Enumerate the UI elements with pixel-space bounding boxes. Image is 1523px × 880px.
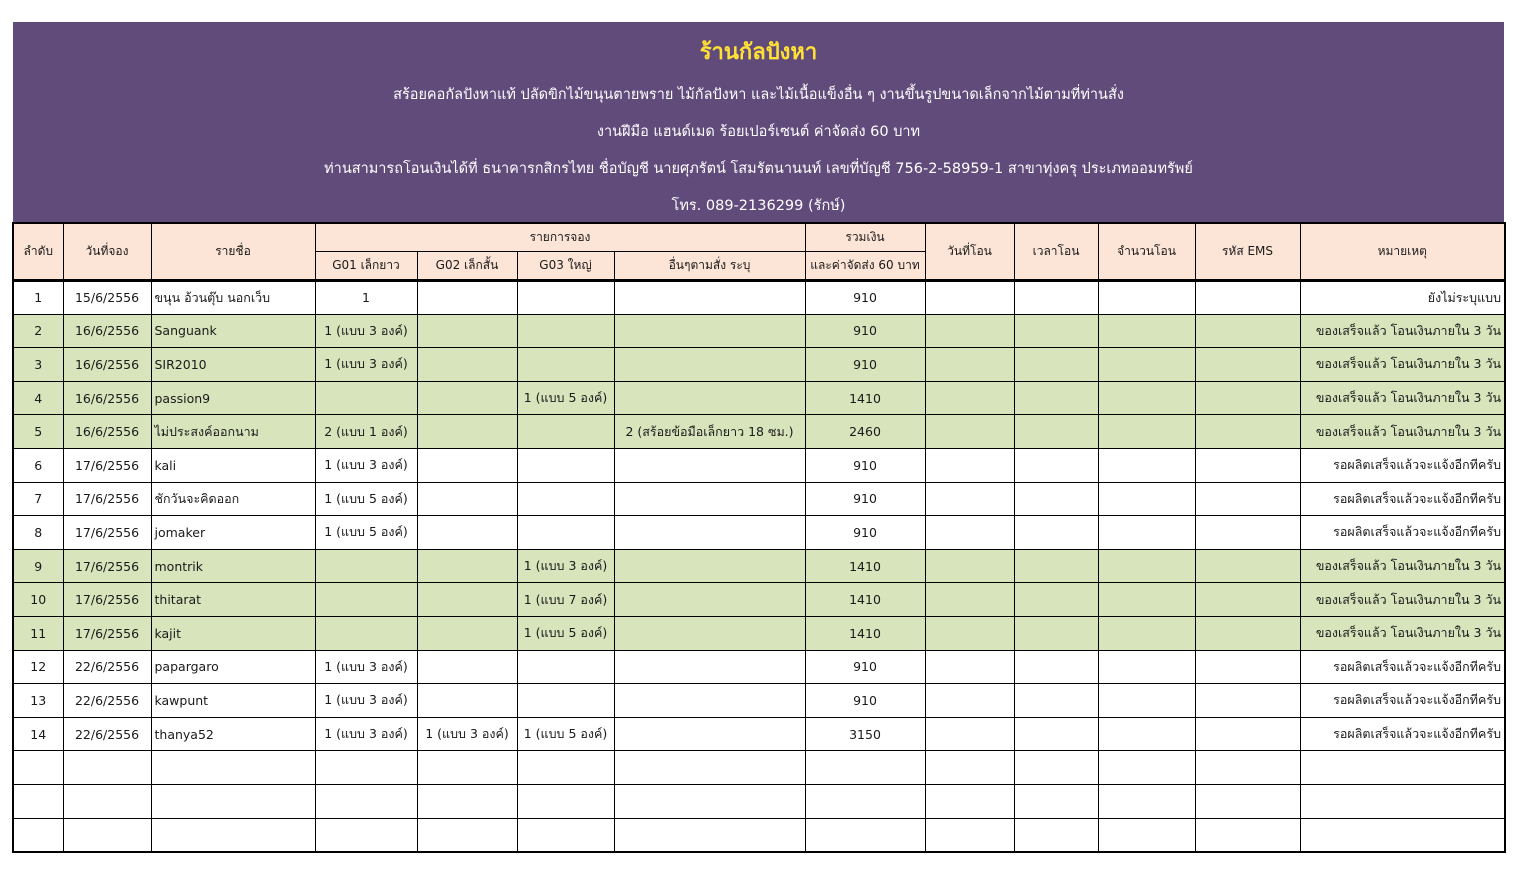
cell-no: 8 bbox=[13, 516, 63, 550]
cell-date: 22/6/2556 bbox=[63, 717, 151, 751]
cell-note: ของเสร็จแล้ว โอนเงินภายใน 3 วัน bbox=[1300, 314, 1505, 348]
cell-no: 1 bbox=[13, 281, 63, 315]
cell-transfer-time bbox=[1014, 415, 1098, 449]
cell-g03 bbox=[517, 281, 614, 315]
cell-note: ของเสร็จแล้ว โอนเงินภายใน 3 วัน bbox=[1300, 381, 1505, 415]
cell-g01: 1 bbox=[315, 281, 417, 315]
cell-transfer-time bbox=[1014, 482, 1098, 516]
cell-ems bbox=[1195, 314, 1300, 348]
cell-no: 7 bbox=[13, 482, 63, 516]
cell-transfer-time bbox=[1014, 717, 1098, 751]
cell-g02 bbox=[417, 684, 517, 718]
cell-g03 bbox=[517, 650, 614, 684]
cell-g02: 1 (แบบ 3 องค์) bbox=[417, 717, 517, 751]
cell-no: 3 bbox=[13, 348, 63, 382]
cell-g01 bbox=[315, 616, 417, 650]
cell-other bbox=[614, 650, 805, 684]
cell-g01: 1 (แบบ 3 องค์) bbox=[315, 684, 417, 718]
cell-g03 bbox=[517, 314, 614, 348]
cell-amount bbox=[1098, 583, 1195, 617]
table-row bbox=[13, 348, 1505, 382]
cell-note: รอผลิตเสร็จแล้วจะแจ้งอีกทีครับ bbox=[1300, 717, 1505, 751]
cell-g02 bbox=[417, 583, 517, 617]
cell-ems bbox=[1195, 281, 1300, 315]
cell-total: 910 bbox=[805, 348, 925, 382]
cell-transfer-date bbox=[925, 381, 1014, 415]
cell-g03: 1 (แบบ 7 องค์) bbox=[517, 583, 614, 617]
cell-no: 5 bbox=[13, 415, 63, 449]
cell-note: ยังไม่ระบุแบบ bbox=[1300, 281, 1505, 315]
cell-transfer-time bbox=[1014, 684, 1098, 718]
cell-ems bbox=[1195, 516, 1300, 550]
cell-amount bbox=[1098, 448, 1195, 482]
table-row bbox=[13, 583, 1505, 617]
cell-other bbox=[614, 314, 805, 348]
cell-note: ของเสร็จแล้ว โอนเงินภายใน 3 วัน bbox=[1300, 616, 1505, 650]
table-row bbox=[13, 482, 1505, 516]
cell-no: 2 bbox=[13, 314, 63, 348]
cell-g02 bbox=[417, 415, 517, 449]
cell-g03: 1 (แบบ 5 องค์) bbox=[517, 381, 614, 415]
cell-g02 bbox=[417, 784, 517, 818]
cell-g02 bbox=[417, 516, 517, 550]
cell-other bbox=[614, 448, 805, 482]
cell-other bbox=[614, 583, 805, 617]
cell-g02 bbox=[417, 818, 517, 852]
orders-table bbox=[12, 222, 1506, 853]
cell-ems bbox=[1195, 482, 1300, 516]
cell-transfer-date bbox=[925, 583, 1014, 617]
cell-g03 bbox=[517, 415, 614, 449]
cell-transfer-date bbox=[925, 549, 1014, 583]
cell-no: 12 bbox=[13, 650, 63, 684]
cell-amount bbox=[1098, 650, 1195, 684]
cell-ems bbox=[1195, 549, 1300, 583]
cell-name: thitarat bbox=[151, 583, 315, 617]
cell-other bbox=[614, 684, 805, 718]
cell-name: jomaker bbox=[151, 516, 315, 550]
cell-g03 bbox=[517, 482, 614, 516]
cell-transfer-time bbox=[1014, 448, 1098, 482]
cell-transfer-date bbox=[925, 482, 1014, 516]
cell-date: 17/6/2556 bbox=[63, 448, 151, 482]
cell-transfer-date bbox=[925, 415, 1014, 449]
cell-date: 17/6/2556 bbox=[63, 482, 151, 516]
col-header-g01: G01 เล็กยาว bbox=[315, 252, 417, 281]
cell-name bbox=[151, 818, 315, 852]
cell-no: 9 bbox=[13, 549, 63, 583]
cell-name: kali bbox=[151, 448, 315, 482]
table-row bbox=[13, 381, 1505, 415]
col-header-name: รายชื่อ bbox=[151, 223, 315, 281]
cell-transfer-time bbox=[1014, 818, 1098, 852]
cell-name bbox=[151, 751, 315, 785]
col-header-no: ลำดับ bbox=[13, 223, 63, 281]
cell-ems bbox=[1195, 684, 1300, 718]
cell-transfer-date bbox=[925, 448, 1014, 482]
cell-transfer-date bbox=[925, 818, 1014, 852]
cell-note bbox=[1300, 784, 1505, 818]
cell-transfer-date bbox=[925, 516, 1014, 550]
cell-note: ของเสร็จแล้ว โอนเงินภายใน 3 วัน bbox=[1300, 549, 1505, 583]
cell-other bbox=[614, 381, 805, 415]
table-row bbox=[13, 818, 1505, 852]
col-header-note: หมายเหตุ bbox=[1300, 223, 1505, 281]
cell-total: 2460 bbox=[805, 415, 925, 449]
cell-transfer-time bbox=[1014, 281, 1098, 315]
cell-transfer-time bbox=[1014, 751, 1098, 785]
cell-other bbox=[614, 818, 805, 852]
cell-amount bbox=[1098, 818, 1195, 852]
cell-g01: 1 (แบบ 3 องค์) bbox=[315, 314, 417, 348]
cell-transfer-time bbox=[1014, 381, 1098, 415]
cell-ems bbox=[1195, 784, 1300, 818]
cell-no bbox=[13, 784, 63, 818]
cell-no: 6 bbox=[13, 448, 63, 482]
cell-date: 17/6/2556 bbox=[63, 616, 151, 650]
col-header-ems: รหัส EMS bbox=[1195, 223, 1300, 281]
cell-total bbox=[805, 751, 925, 785]
table-row bbox=[13, 717, 1505, 751]
cell-amount bbox=[1098, 281, 1195, 315]
table-row bbox=[13, 751, 1505, 785]
cell-g01: 1 (แบบ 3 องค์) bbox=[315, 717, 417, 751]
cell-other: 2 (สร้อยข้อมือเล็กยาว 18 ซม.) bbox=[614, 415, 805, 449]
shipping-info: งานฝีมือ แฮนด์เมด ร้อยเปอร์เซนต์ ค่าจัดส่ง 60 บาท bbox=[596, 124, 921, 140]
cell-no bbox=[13, 751, 63, 785]
cell-date bbox=[63, 784, 151, 818]
col-header-g02: G02 เล็กสั้น bbox=[417, 252, 517, 281]
cell-transfer-time bbox=[1014, 348, 1098, 382]
cell-g01: 2 (แบบ 1 องค์) bbox=[315, 415, 417, 449]
cell-other bbox=[614, 348, 805, 382]
cell-transfer-date bbox=[925, 616, 1014, 650]
cell-g01: 1 (แบบ 5 องค์) bbox=[315, 482, 417, 516]
cell-g02 bbox=[417, 448, 517, 482]
cell-g01: 1 (แบบ 3 องค์) bbox=[315, 650, 417, 684]
cell-other bbox=[614, 784, 805, 818]
cell-ems bbox=[1195, 448, 1300, 482]
cell-g03: 1 (แบบ 5 องค์) bbox=[517, 616, 614, 650]
cell-g01 bbox=[315, 784, 417, 818]
cell-date: 17/6/2556 bbox=[63, 549, 151, 583]
cell-no bbox=[13, 818, 63, 852]
cell-other bbox=[614, 516, 805, 550]
cell-name: thanya52 bbox=[151, 717, 315, 751]
cell-date: 15/6/2556 bbox=[63, 281, 151, 315]
table-row bbox=[13, 684, 1505, 718]
cell-transfer-date bbox=[925, 784, 1014, 818]
cell-total: 910 bbox=[805, 516, 925, 550]
cell-transfer-date bbox=[925, 314, 1014, 348]
cell-note: รอผลิตเสร็จแล้วจะแจ้งอีกทีครับ bbox=[1300, 516, 1505, 550]
shop-description: สร้อยคอกัลปังหาแท้ ปลัดขิกไม้ขนุนตายพราย ไม้กัลปังหา และไม้เนื้อแข็งอื่น ๆ งานขึ้นรูปขนาดเล็กจากไม้ตามที่ท่านสั่ง bbox=[393, 87, 1124, 103]
cell-date bbox=[63, 751, 151, 785]
cell-name: kawpunt bbox=[151, 684, 315, 718]
cell-ems bbox=[1195, 348, 1300, 382]
cell-transfer-time bbox=[1014, 616, 1098, 650]
cell-ems bbox=[1195, 381, 1300, 415]
cell-note: รอผลิตเสร็จแล้วจะแจ้งอีกทีครับ bbox=[1300, 650, 1505, 684]
cell-amount bbox=[1098, 516, 1195, 550]
cell-ems bbox=[1195, 616, 1300, 650]
cell-date: 16/6/2556 bbox=[63, 415, 151, 449]
col-header-g03: G03 ใหญ่ bbox=[517, 252, 614, 281]
cell-g03: 1 (แบบ 5 องค์) bbox=[517, 717, 614, 751]
table-row bbox=[13, 650, 1505, 684]
cell-g02 bbox=[417, 314, 517, 348]
cell-g03 bbox=[517, 751, 614, 785]
cell-no: 10 bbox=[13, 583, 63, 617]
bank-info: ท่านสามารถโอนเงินได้ที่ ธนาคารกสิกรไทย ชื่อบัญชี นายศุภรัตน์ โสมรัตนานนท์ เลขที่บัญชี 756-2-58959-1 สาขาทุ่งครุ ประเภทออมทรัพย์ bbox=[324, 161, 1193, 177]
cell-note bbox=[1300, 818, 1505, 852]
cell-total: 1410 bbox=[805, 616, 925, 650]
cell-amount bbox=[1098, 348, 1195, 382]
cell-g02 bbox=[417, 616, 517, 650]
table-row bbox=[13, 415, 1505, 449]
cell-ems bbox=[1195, 818, 1300, 852]
cell-g02 bbox=[417, 281, 517, 315]
cell-name: SIR2010 bbox=[151, 348, 315, 382]
cell-transfer-time bbox=[1014, 650, 1098, 684]
cell-name: passion9 bbox=[151, 381, 315, 415]
cell-other bbox=[614, 751, 805, 785]
cell-date: 22/6/2556 bbox=[63, 650, 151, 684]
cell-g01 bbox=[315, 818, 417, 852]
cell-total: 910 bbox=[805, 281, 925, 315]
cell-transfer-time bbox=[1014, 314, 1098, 348]
cell-note: รอผลิตเสร็จแล้วจะแจ้งอีกทีครับ bbox=[1300, 684, 1505, 718]
cell-other bbox=[614, 717, 805, 751]
col-header-other: อื่นๆตามสั่ง ระบุ bbox=[614, 252, 805, 281]
cell-transfer-time bbox=[1014, 784, 1098, 818]
cell-name: Sanguank bbox=[151, 314, 315, 348]
cell-total: 1410 bbox=[805, 549, 925, 583]
cell-g03 bbox=[517, 516, 614, 550]
cell-amount bbox=[1098, 717, 1195, 751]
cell-name: ไม่ประสงค์ออกนาม bbox=[151, 415, 315, 449]
phone-info: โทร. 089-2136299 (รักษ์) bbox=[671, 198, 846, 214]
table-row bbox=[13, 281, 1505, 315]
cell-transfer-time bbox=[1014, 549, 1098, 583]
cell-name: kajit bbox=[151, 616, 315, 650]
cell-date: 16/6/2556 bbox=[63, 348, 151, 382]
cell-g02 bbox=[417, 381, 517, 415]
cell-ems bbox=[1195, 650, 1300, 684]
cell-transfer-date bbox=[925, 348, 1014, 382]
cell-transfer-time bbox=[1014, 516, 1098, 550]
cell-g03: 1 (แบบ 3 องค์) bbox=[517, 549, 614, 583]
cell-other bbox=[614, 482, 805, 516]
cell-g01 bbox=[315, 381, 417, 415]
table-row bbox=[13, 784, 1505, 818]
cell-note bbox=[1300, 751, 1505, 785]
cell-amount bbox=[1098, 549, 1195, 583]
cell-date bbox=[63, 818, 151, 852]
cell-total: 910 bbox=[805, 448, 925, 482]
cell-amount bbox=[1098, 314, 1195, 348]
cell-total bbox=[805, 784, 925, 818]
cell-total: 1410 bbox=[805, 381, 925, 415]
cell-g02 bbox=[417, 650, 517, 684]
cell-total: 910 bbox=[805, 650, 925, 684]
cell-g02 bbox=[417, 549, 517, 583]
shop-title: ร้านกัลปังหา bbox=[699, 40, 818, 65]
cell-note: ของเสร็จแล้ว โอนเงินภายใน 3 วัน bbox=[1300, 583, 1505, 617]
cell-amount bbox=[1098, 381, 1195, 415]
cell-amount bbox=[1098, 784, 1195, 818]
shop-banner bbox=[13, 22, 1504, 222]
cell-total: 910 bbox=[805, 314, 925, 348]
cell-name: ชักวันจะคิดออก bbox=[151, 482, 315, 516]
cell-name: montrik bbox=[151, 549, 315, 583]
cell-g01 bbox=[315, 583, 417, 617]
col-header-total: รวมเงิน bbox=[805, 223, 925, 252]
cell-amount bbox=[1098, 751, 1195, 785]
cell-name: papargaro bbox=[151, 650, 315, 684]
cell-other bbox=[614, 281, 805, 315]
cell-note: ของเสร็จแล้ว โอนเงินภายใน 3 วัน bbox=[1300, 415, 1505, 449]
cell-date: 16/6/2556 bbox=[63, 381, 151, 415]
cell-g02 bbox=[417, 348, 517, 382]
cell-g03 bbox=[517, 684, 614, 718]
cell-note: ของเสร็จแล้ว โอนเงินภายใน 3 วัน bbox=[1300, 348, 1505, 382]
col-header-total-shipping: และค่าจัดส่ง 60 บาท bbox=[805, 252, 925, 281]
cell-transfer-date bbox=[925, 751, 1014, 785]
cell-name: ขนุน อ้วนตุ๊บ นอกเว็บ bbox=[151, 281, 315, 315]
cell-no: 11 bbox=[13, 616, 63, 650]
table-row bbox=[13, 448, 1505, 482]
cell-date: 17/6/2556 bbox=[63, 516, 151, 550]
cell-other bbox=[614, 549, 805, 583]
col-header-items: รายการจอง bbox=[315, 223, 805, 252]
table-row bbox=[13, 549, 1505, 583]
cell-g01 bbox=[315, 751, 417, 785]
cell-total bbox=[805, 818, 925, 852]
cell-g03 bbox=[517, 818, 614, 852]
cell-g01: 1 (แบบ 5 องค์) bbox=[315, 516, 417, 550]
table-row bbox=[13, 516, 1505, 550]
cell-date: 17/6/2556 bbox=[63, 583, 151, 617]
cell-g03 bbox=[517, 448, 614, 482]
cell-g03 bbox=[517, 784, 614, 818]
cell-no: 13 bbox=[13, 684, 63, 718]
cell-total: 910 bbox=[805, 684, 925, 718]
col-header-transfer-time: เวลาโอน bbox=[1014, 223, 1098, 281]
cell-transfer-date bbox=[925, 684, 1014, 718]
cell-amount bbox=[1098, 616, 1195, 650]
cell-note: รอผลิตเสร็จแล้วจะแจ้งอีกทีครับ bbox=[1300, 448, 1505, 482]
cell-transfer-time bbox=[1014, 583, 1098, 617]
cell-total: 910 bbox=[805, 482, 925, 516]
cell-date: 16/6/2556 bbox=[63, 314, 151, 348]
cell-ems bbox=[1195, 717, 1300, 751]
cell-g03 bbox=[517, 348, 614, 382]
cell-transfer-date bbox=[925, 281, 1014, 315]
cell-no: 14 bbox=[13, 717, 63, 751]
cell-amount bbox=[1098, 482, 1195, 516]
cell-g02 bbox=[417, 751, 517, 785]
cell-g01: 1 (แบบ 3 องค์) bbox=[315, 348, 417, 382]
cell-g01 bbox=[315, 549, 417, 583]
cell-name bbox=[151, 784, 315, 818]
col-header-amount: จำนวนโอน bbox=[1098, 223, 1195, 281]
cell-ems bbox=[1195, 751, 1300, 785]
col-header-date: วันที่จอง bbox=[63, 223, 151, 281]
cell-g01: 1 (แบบ 3 องค์) bbox=[315, 448, 417, 482]
cell-transfer-date bbox=[925, 717, 1014, 751]
cell-ems bbox=[1195, 415, 1300, 449]
cell-ems bbox=[1195, 583, 1300, 617]
cell-note: รอผลิตเสร็จแล้วจะแจ้งอีกทีครับ bbox=[1300, 482, 1505, 516]
cell-g02 bbox=[417, 482, 517, 516]
cell-no: 4 bbox=[13, 381, 63, 415]
cell-other bbox=[614, 616, 805, 650]
table-row bbox=[13, 314, 1505, 348]
col-header-transfer-date: วันที่โอน bbox=[925, 223, 1014, 281]
cell-amount bbox=[1098, 415, 1195, 449]
cell-total: 1410 bbox=[805, 583, 925, 617]
cell-transfer-date bbox=[925, 650, 1014, 684]
cell-total: 3150 bbox=[805, 717, 925, 751]
cell-date: 22/6/2556 bbox=[63, 684, 151, 718]
cell-amount bbox=[1098, 684, 1195, 718]
table-row bbox=[13, 616, 1505, 650]
